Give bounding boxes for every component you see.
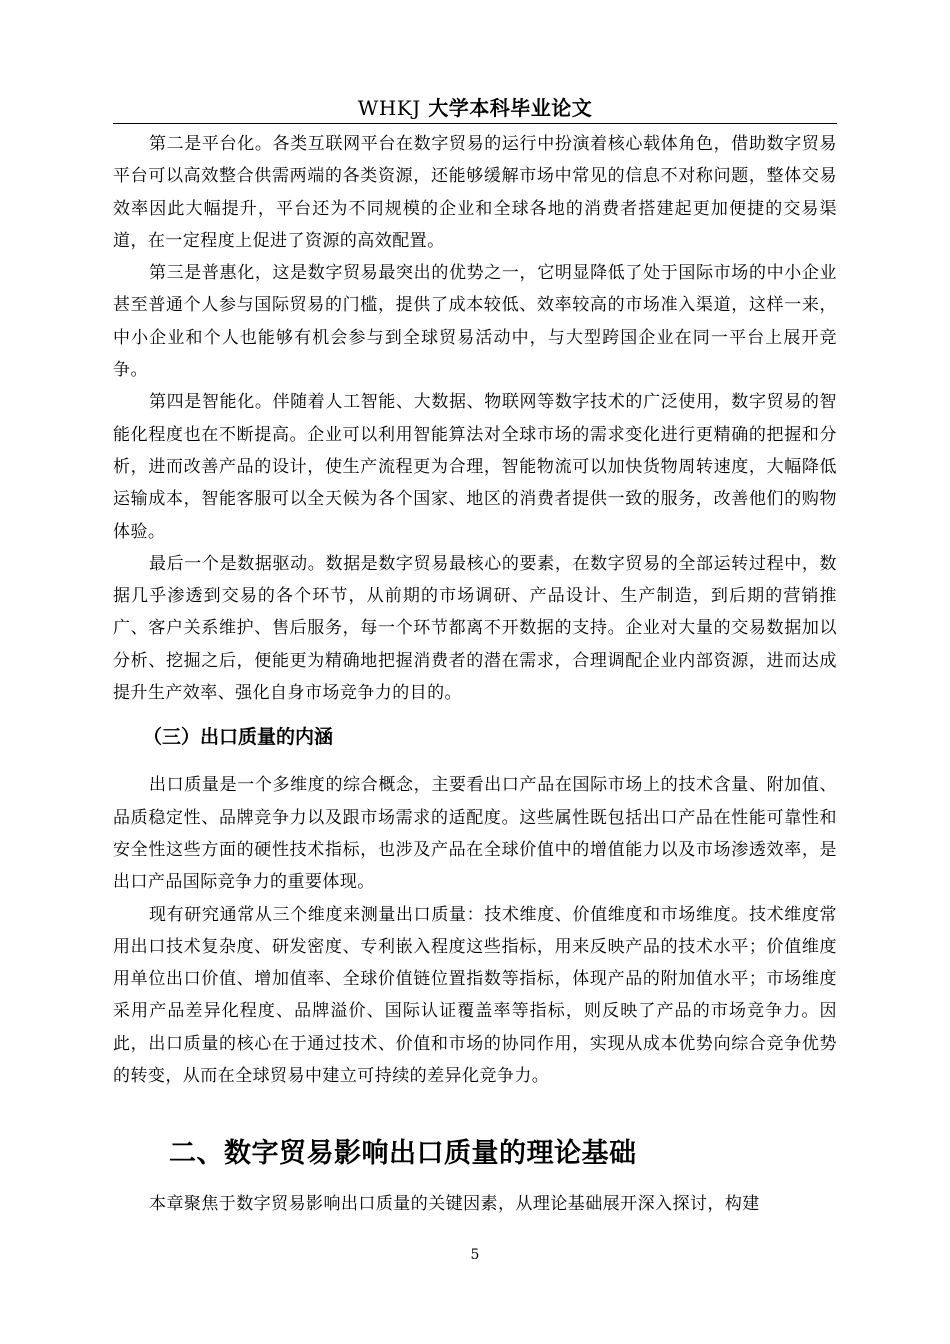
- paragraph-export-quality-measurement: 现有研究通常从三个维度来测量出口质量：技术维度、价值维度和市场维度。技术维度常用出口技术复杂度、研发密度、专利嵌入程度这些指标，用来反映产品的技术水平；价值维度用单位出口价值、增加值率、全球价值链位置指数等指标，体现产品的附加值水平；市场维度采用产品差异化程度、品牌溢价、国际认证覆盖率等指标，则反映了产品的市场竞争力。因此，出口质量的核心在于通过技术、价值和市场的协同作用，实现从成本优势向综合竞争优势的转变，从而在全球贸易中建立可持续的差异化竞争力。: [113, 904, 837, 1087]
- header-title: 大学本科毕业论文: [428, 96, 593, 120]
- body-text: [113, 128, 837, 1221]
- paragraph-inclusive: 第三是普惠化，这是数字贸易最突出的优势之一，它明显降低了处于国际市场的中小企业甚至普通个人参与国际贸易的门槛，提供了成本较低、效率较高的市场准入渠道，这样一来，中小企业和个人也能够有机会参与到全球贸易活动中，与大型跨国企业在同一平台上展开竞争。: [113, 263, 837, 381]
- paragraph-export-quality-definition: 出口质量是一个多维度的综合概念，主要看出口产品在国际市场上的技术含量、附加值、品质稳定性、品牌竞争力以及跟市场需求的适配度。这些属性既包括出口产品在性能可靠性和安全性这些方面的硬性技术指标，也涉及产品在全球价值中的增值能力以及市场渗透效率，是出口产品国际竞争力的重要体现。: [113, 775, 837, 893]
- page-number: 5: [470, 1247, 480, 1263]
- running-header: [113, 94, 837, 122]
- paragraph-intelligent: 第四是智能化。伴随着人工智能、大数据、物联网等数字技术的广泛使用，数字贸易的智能化程度也在不断提高。企业可以利用智能算法对全球市场的需求变化进行更精确的把握和分析，进而改善产品的设计，使生产流程更为合理，智能物流可以加快货物周转速度，大幅降低运输成本，智能客服可以全天候为各个国家、地区的消费者提供一致的服务，改善他们的购物体验。: [113, 392, 837, 542]
- paragraph-chapter-intro: 本章聚焦于数字贸易影响出口质量的关键因素，从理论基础展开深入探讨，构建: [149, 1194, 760, 1215]
- paragraph-platform: 第二是平台化。各类互联网平台在数字贸易的运行中扮演着核心载体角色，借助数字贸易平台可以高效整合供需两端的各类资源，还能够缓解市场中常见的信息不对称问题，整体交易效率因此大幅提升，平台还为不同规模的企业和全球各地的消费者搭建起更加便捷的交易渠道，在一定程度上促进了资源的高效配置。: [113, 134, 837, 251]
- header-abbr: WHKJ: [357, 96, 421, 120]
- paragraph-data-driven: 最后一个是数据驱动。数据是数字贸易最核心的要素，在数字贸易的全部运转过程中，数据几乎渗透到交易的各个环节，从前期的市场调研、产品设计、生产制造，到后期的营销推广、客户关系维护、售后服务，每一个环节都离不开数据的支持。企业对大量的交易数据加以分析、挖掘之后，便能更为精确地把握消费者的潜在需求，合理调配企业内部资源，进而达成提升生产效率、强化自身市场竞争力的目的。: [113, 553, 837, 704]
- chapter-heading: 二、数字贸易影响出口质量的理论基础: [169, 1138, 637, 1170]
- header-rule: [113, 123, 837, 124]
- section-heading-export-quality: （三）出口质量的内涵: [143, 726, 334, 749]
